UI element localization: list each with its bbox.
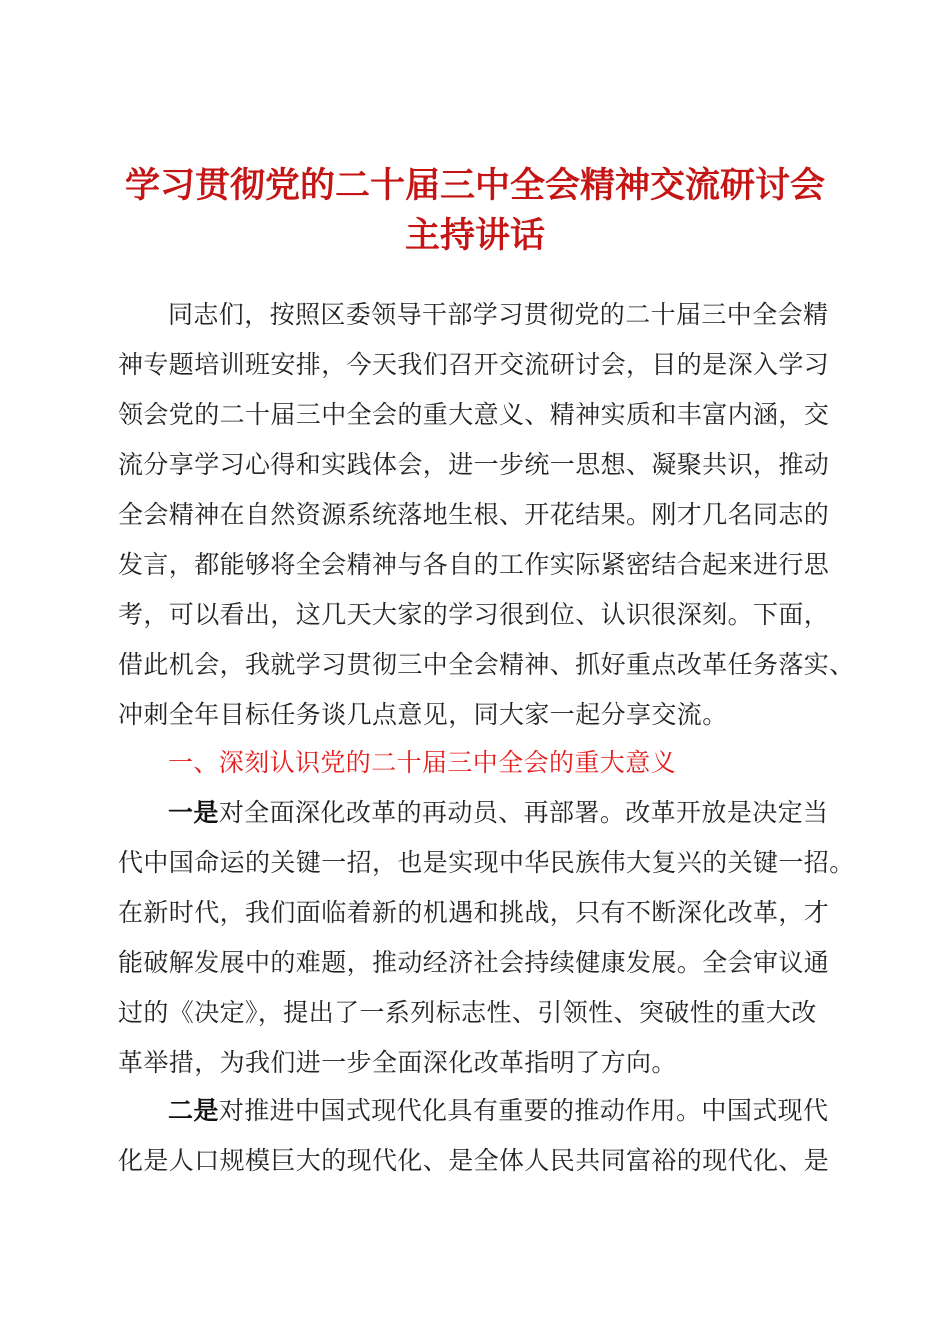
- paragraph-line: 流分享学习心得和实践体会，进一步统一思想、凝聚共识，推动: [118, 450, 830, 479]
- section-1-heading-block: [118, 738, 818, 788]
- paragraph-line: 能破解发展中的难题，推动经济社会持续健康发展。全会审议通: [118, 948, 830, 977]
- point-lead: 一是: [168, 798, 219, 827]
- point-lead: 二是: [168, 1096, 219, 1125]
- paragraph-line: 同志们，按照区委领导干部学习贯彻党的二十届三中全会精: [168, 300, 829, 329]
- paragraph-line: [118, 1086, 829, 1136]
- point-1-paragraph: [118, 788, 855, 1088]
- paragraph-line: 革举措，为我们进一步全面深化改革指明了方向。: [118, 1048, 677, 1077]
- document-title-line2: 主持讲话: [404, 216, 545, 256]
- document-title-line1: 学习贯彻党的二十届三中全会精神交流研讨会: [124, 166, 825, 206]
- point-text: 对推进中国式现代化具有重要的推动作用。中国式现代: [218, 1096, 829, 1125]
- paragraph-line: [118, 788, 829, 838]
- intro-paragraph: [118, 290, 855, 740]
- point-text: 对全面深化改革的再动员、再部署。改革开放是决定当: [218, 798, 829, 827]
- paragraph-line: 全会精神在自然资源系统落地生根、开花结果。刚才几名同志的: [118, 500, 830, 529]
- paragraph-line: 考，可以看出，这几天大家的学习很到位、认识很深刻。下面，: [118, 600, 830, 629]
- paragraph-line: 在新时代，我们面临着新的机遇和挑战，只有不断深化改革，才: [118, 898, 830, 927]
- paragraph-line: 领会党的二十届三中全会的重大意义、精神实质和丰富内涵，交: [118, 400, 830, 429]
- section-heading: 一、深刻认识党的二十届三中全会的重大意义: [168, 748, 677, 777]
- paragraph-line: 过的《决定》，提出了一系列标志性、引领性、突破性的重大改: [118, 998, 817, 1027]
- paragraph-line: 神专题培训班安排，今天我们召开交流研讨会，目的是深入学习: [118, 350, 830, 379]
- paragraph-line: 借此机会，我就学习贯彻三中全会精神、抓好重点改革任务落实、: [118, 650, 855, 679]
- paragraph-line: 化是人口规模巨大的现代化、是全体人民共同富裕的现代化、是: [118, 1146, 830, 1175]
- paragraph-line: 发言，都能够将全会精神与各自的工作实际紧密结合起来进行思: [118, 550, 830, 579]
- paragraph-line: 代中国命运的关键一招，也是实现中华民族伟大复兴的关键一招。: [118, 848, 855, 877]
- point-2-paragraph: [118, 1086, 830, 1186]
- paragraph-line: 冲刺全年目标任务谈几点意见，同大家一起分享交流。: [118, 700, 728, 729]
